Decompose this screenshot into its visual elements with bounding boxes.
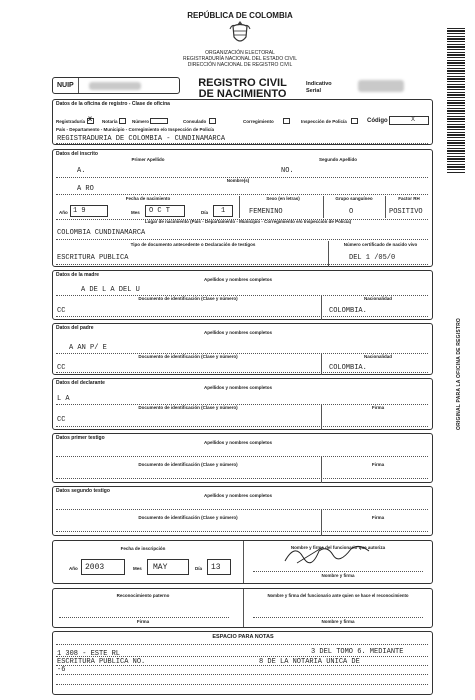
office-place-value: REGISTRADURIA DE COLOMBIA - CUNDINAMARCA	[57, 135, 226, 143]
mother-apellidos-label: Apellidos y nombres completos	[203, 277, 272, 282]
fecha-nac-label: Fecha de nacimiento	[125, 196, 171, 201]
tipo-documento-value: ESCRITURA PUBLICA	[57, 254, 129, 262]
witness1-section-title: Datos primer testigo	[56, 435, 105, 441]
declarant-doc-value: CC	[57, 416, 66, 424]
nombres-label: Nombre(s)	[226, 178, 250, 183]
notes-line2-right: 8 DE LA NOTARIA UNICA DE	[259, 658, 360, 666]
numero-certificado-value: DEL 1 /05/0	[349, 254, 396, 262]
mother-doc-label: Documento de identificación (Clase y número)	[138, 296, 238, 301]
mother-apellidos-value: A DE L A DEL U	[81, 286, 140, 294]
inscription-year-value: 2003	[85, 563, 105, 572]
coat-of-arms-icon	[229, 20, 251, 46]
nuip-box	[52, 77, 180, 94]
notes-line1-left: 1 308 - ESTE RL	[57, 650, 121, 658]
father-section	[52, 323, 433, 375]
witness2-doc-label: Documento de identificación (Clase y número)	[138, 515, 238, 520]
consulado-label: Consulado	[183, 119, 207, 124]
serial-redaction	[358, 80, 404, 92]
funcionario-label: Nombre y firma del funcionario que autoriza	[290, 545, 386, 550]
nombres-value: A RO	[77, 185, 94, 193]
registraduria-mark: X	[88, 117, 93, 123]
grupo-sanguineo-value: O	[349, 208, 354, 216]
indicativo-label: Indicativo	[306, 81, 332, 87]
office-section	[52, 99, 433, 145]
codigo-value: X	[411, 117, 416, 123]
numero-certificado-label: Número certificado de nacido vivo	[343, 242, 418, 247]
tipo-documento-label: Tipo de documento antecedente o Declaración de testigos	[130, 242, 256, 247]
mother-nacionalidad-value: COLOMBIA.	[329, 307, 367, 315]
notes-line3: -6	[57, 666, 66, 674]
witness1-firma-label: Firma	[371, 462, 385, 467]
segundo-apellido-value: NO.	[281, 167, 294, 175]
consulado-checkbox[interactable]	[209, 118, 216, 124]
father-nacionalidad-label: Nacionalidad	[363, 354, 392, 359]
numero-label: Número	[132, 119, 150, 124]
form-title-line-2: DE NACIMIENTO	[198, 88, 287, 100]
birth-day-value: 1	[221, 207, 226, 215]
grupo-sanguineo-label: Grupo sanguíneo	[335, 196, 373, 201]
inscription-month-value: MAY	[153, 563, 168, 572]
sexo-label: Sexo (en letras)	[266, 196, 300, 201]
recognition-funcionario-label: Nombre y firma del funcionario ante quien se hace el reconocimiento	[267, 593, 409, 598]
form-title-line-1: REGISTRO CIVIL	[198, 77, 287, 89]
declarant-section-title: Datos del declarante	[56, 380, 105, 386]
serial-label: Serial	[306, 88, 321, 94]
place-caption: País - Departamento - Municipio - Corregimiento e/o Inspección de Policía	[56, 127, 215, 132]
witness1-apellidos-label: Apellidos y nombres completos	[203, 440, 272, 445]
birth-day-label: Día	[201, 210, 209, 215]
inscription-day-label: Día	[195, 566, 203, 571]
official-signature	[283, 541, 373, 567]
witness2-section	[52, 486, 433, 536]
notaria-checkbox[interactable]	[119, 118, 126, 124]
lugar-nacimiento-value: COLOMBIA CUNDINAMARCA	[57, 229, 146, 237]
factor-rh-value: POSITIVO	[389, 208, 423, 216]
declarant-apellidos-label: Apellidos y nombres completos	[203, 385, 272, 390]
numero-box[interactable]	[150, 118, 168, 124]
witness2-apellidos-label: Apellidos y nombres completos	[203, 493, 272, 498]
org-line-3: DIRECCIÓN NACIONAL DE REGISTRO CIVIL	[187, 62, 293, 68]
father-apellidos-value: A AN P/ E	[69, 344, 107, 352]
mother-section-title: Datos de la madre	[56, 272, 100, 278]
sexo-value: FEMENINO	[249, 208, 283, 216]
mother-doc-value: CC	[57, 307, 66, 315]
segundo-apellido-label: Segundo Apellido	[318, 157, 358, 162]
inscription-nombre-firma-label: Nombre y firma	[321, 573, 355, 578]
father-apellidos-label: Apellidos y nombres completos	[203, 330, 272, 335]
recognition-section	[52, 588, 433, 628]
reconocimiento-label: Reconocimiento paterno	[116, 593, 170, 598]
witness1-doc-label: Documento de identificación (Clase y número)	[138, 462, 238, 467]
recognition-firma-label: Firma	[136, 619, 150, 624]
declarant-apellidos-value: L A	[57, 395, 70, 403]
father-doc-value: CC	[57, 364, 66, 372]
barcode	[447, 28, 465, 173]
primer-apellido-label: Primer Apellido	[131, 157, 165, 162]
inscription-year-label: Año	[69, 566, 78, 571]
nuip-redaction	[89, 82, 141, 90]
side-label: ORIGINAL PARA LA OFICINA DE REGISTRO	[456, 317, 462, 430]
registrant-section	[52, 149, 433, 267]
birth-month-value: O C T	[149, 207, 171, 215]
registraduria-label: Registraduría	[56, 119, 86, 124]
registrant-section-title: Datos del inscrito	[56, 151, 98, 157]
mother-section	[52, 270, 433, 320]
inspeccion-label: Inspección de Policía	[301, 119, 347, 124]
lugar-nacimiento-label: Lugar de nacimiento (País - Departamento - Municipio - Corregimiento e/o Inspección de Policía)	[144, 219, 352, 224]
notes-line1-right: 3 DEL TOMO 6. MEDIANTE	[311, 648, 404, 656]
nuip-label: NUIP	[57, 82, 74, 89]
office-section-title: Datos de la oficina de registro - Clase de oficina	[56, 101, 170, 107]
inscription-section	[52, 540, 433, 584]
mother-nacionalidad-label: Nacionalidad	[363, 296, 392, 301]
recognition-nombre-firma-label: Nombre y firma	[321, 619, 355, 624]
father-doc-label: Documento de identificación (Clase y número)	[138, 354, 238, 359]
org-line-1: ORGANIZACIÓN ELECTORAL	[205, 50, 275, 56]
declarant-doc-label: Documento de identificación (Clase y número)	[138, 405, 238, 410]
codigo-box[interactable]	[389, 116, 429, 125]
inscription-month-label: Mes	[133, 566, 142, 571]
notes-title: ESPACIO PARA NOTAS	[212, 634, 274, 640]
inspeccion-checkbox[interactable]	[351, 118, 358, 124]
birth-month-label: Mes	[131, 210, 140, 215]
notes-line2-left: ESCRITURA PUBLICA NO.	[57, 658, 146, 666]
inscription-day-value: 13	[211, 563, 221, 572]
org-line-2: REGISTRADURÍA NACIONAL DEL ESTADO CIVIL	[182, 56, 297, 62]
witness2-firma-label: Firma	[371, 515, 385, 520]
factor-rh-label: Factor RH	[398, 196, 420, 201]
father-nacionalidad-value: COLOMBIA.	[329, 364, 367, 372]
fecha-inscripcion-label: Fecha de inscripción	[120, 546, 166, 551]
birth-year-label: Año	[59, 210, 68, 215]
notes-section	[52, 631, 433, 695]
father-section-title: Datos del padre	[56, 325, 94, 331]
corregimiento-label: Corregimiento	[243, 119, 274, 124]
primer-apellido-value: A.	[77, 167, 86, 175]
witness1-section	[52, 433, 433, 483]
birth-year-value: 1 9	[73, 207, 86, 215]
corregimiento-checkbox[interactable]	[283, 118, 290, 124]
country-title: REPÚBLICA DE COLOMBIA	[187, 11, 293, 20]
declarant-firma-label: Firma	[371, 405, 385, 410]
declarant-section	[52, 378, 433, 430]
codigo-label: Código	[367, 118, 388, 124]
witness2-section-title: Datos segundo testigo	[56, 488, 110, 494]
notaria-label: Notaría	[102, 119, 118, 124]
